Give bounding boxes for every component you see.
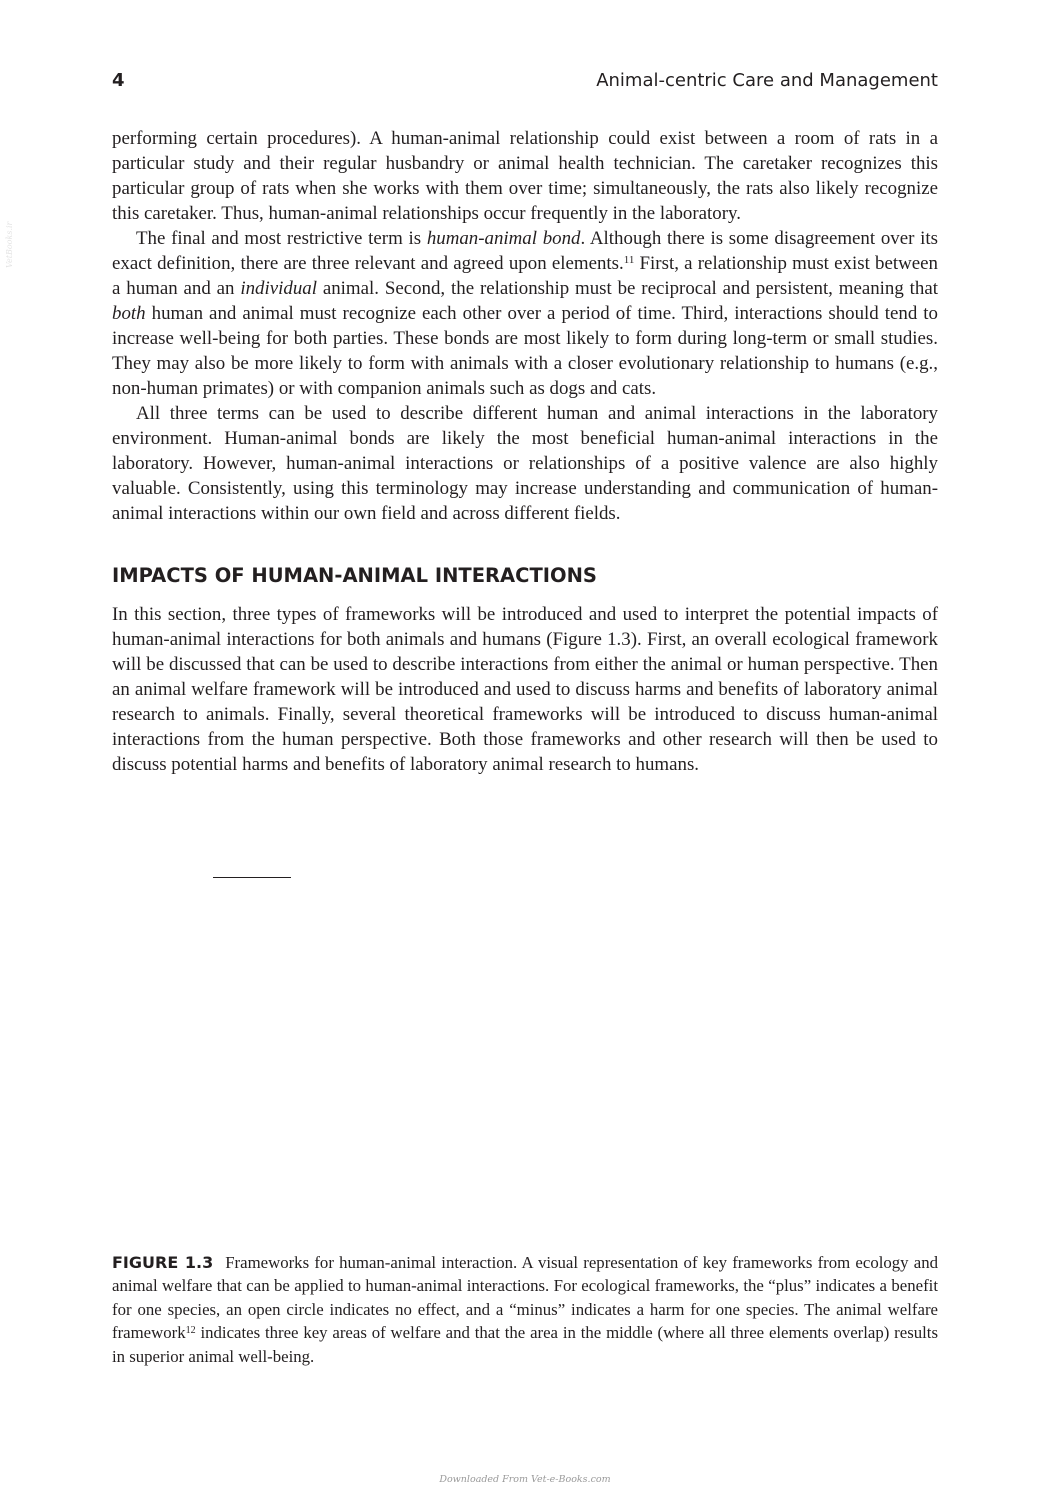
paragraph: All three terms can be used to describe different human and animal interactions in the laboratory environment. Human-animal bonds are likely the most beneficial human-animal interactions in the laboratory. However, human-animal interactions or relationships of a positive valence are also highly valuable. Consistently, using this terminology may increase understanding and communication of human-animal interactions within our own field and across different fields. xyxy=(112,403,938,524)
page-number: 4 xyxy=(112,70,125,91)
paragraph: The final and most restrictive term is human-animal bond. Although there is some disagreement over its exact definition, there are three relevant and agreed upon elements.$^{11}$ First, a relationship must exist between a human and an individual animal. Second, the relationship must be reciprocal and persistent, meaning that both human and animal must recognize each other over a period of time. Third, interactions should tend to increase well-being for both parties. These bonds are most likely to form during long-term or small studies. They may also be more likely to form with animals with a closer evolutionary relationship to humans (e.g., non-human primates) or with companion animals such as dogs and cats. xyxy=(112,228,939,399)
figure-caption: FIGURE 1.3 Frameworks for human-animal interaction. A visual representation of key frameworks from ecology and animal welfare that can be applied to human-animal interactions. For ecological frameworks, the “plus” indicates a benefit for one species, an open circle indicates no effect, and a “minus” indicates a harm for one species. The animal welfare framework$^{12}$ indicates three key areas of welfare and that the area in the middle (where all three elements overlap) results in superior animal well-being. xyxy=(112,1253,939,1366)
paragraph: In this section, three types of frameworks will be introduced and used to interpret the potential impacts of human-animal interactions for both animals and humans (Figure 1.3). First, an overall ecological framework will be discussed that can be used to describe interactions from either the animal or human perspective. Then an animal welfare framework will be introduced and used to discuss harms and benefits of laboratory animal research to animals. Finally, several theoretical frameworks will be introduced to discuss human-animal interactions from the human perspective. Both those frameworks and other research will then be used to discuss potential harms and benefits of laboratory animal research to humans. xyxy=(112,604,938,775)
paragraph: performing certain procedures). A human-animal relationship could exist between a room of rats in a particular study and their regular husbandry or animal health technician. The caretaker recognizes this particular group of rats when she works with them over time; simultaneously, the rats also likely recognize this caretaker. Thus, human-animal relationships occur frequently in the laboratory. xyxy=(112,128,938,224)
section-heading: IMPACTS OF HUMAN-ANIMAL INTERACTIONS xyxy=(112,564,597,587)
side-watermark xyxy=(2,210,16,270)
running-title: Animal-centric Care and Management xyxy=(596,70,938,91)
footnote-ref: 12 xyxy=(185,1325,196,1337)
footer-watermark: Downloaded From Vet-e-Books.com xyxy=(439,1474,611,1485)
running-header xyxy=(112,70,938,96)
body-text xyxy=(112,126,938,777)
figure-label: FIGURE 1.3 xyxy=(112,1253,214,1272)
footnote-ref: 11 xyxy=(623,254,635,266)
figure-divider xyxy=(213,877,291,878)
svg-text:VetBooks.ir: VetBooks.ir xyxy=(5,221,14,268)
